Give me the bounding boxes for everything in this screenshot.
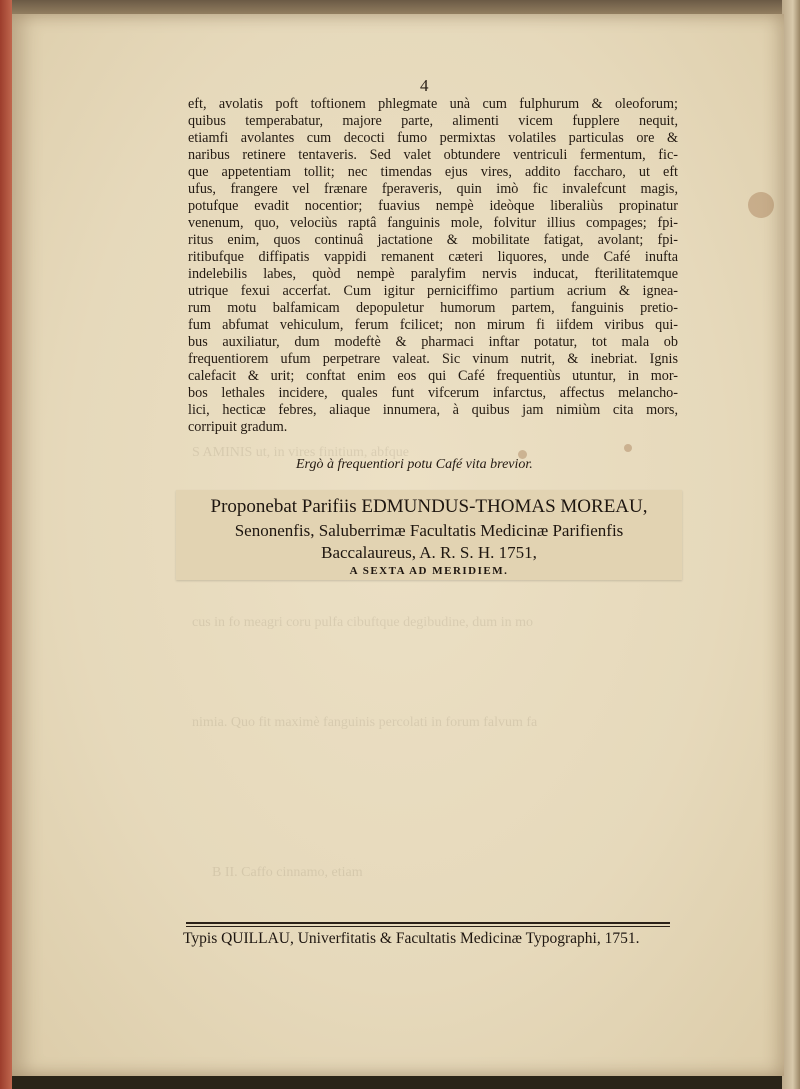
body-line: etiamfi avolantes cum decocti fumo permixtas volatiles particulas ore &	[188, 130, 678, 146]
body-line: ritus enim, quos continuâ jactatione & mobilitate fatigat, avolant; fpi-	[188, 232, 678, 248]
slip-origin-line: Senonenfis, Saluberrimæ Facultatis Medicinæ Parifienfis	[234, 521, 624, 540]
body-line: fum abfumat vehiculum, ferum fcilicet; non mirum fi iifdem viribus qui-	[188, 317, 678, 333]
show-through-text: S AMINIS ut, in vires finitium, abfque	[192, 445, 409, 460]
body-line: calefacit & urit; conftat enim eos qui Café frequentiùs utuntur, in mor-	[188, 368, 678, 384]
pasted-label-slip	[176, 490, 682, 580]
body-line: eft, avolatis poft toftionem phlegmate unà cum fulphurum & oleoforum;	[188, 96, 678, 112]
body-line: corripuit gradum.	[188, 419, 288, 435]
paper-stain	[624, 444, 632, 452]
show-through-text: cus in fo meagri coru pulfa cibuftque degibudine, dum in mo	[192, 615, 533, 630]
body-line: potufque evadit nocentior; fuavius nempè ideòque liberaliùs propinatur	[188, 198, 678, 214]
printer-rule-thin	[186, 926, 670, 927]
book-cover-left	[0, 0, 12, 1089]
body-line: indelebilis labes, quòd nempè paralyfim nervis inducat, fterilitatemque	[188, 266, 678, 282]
slip-time-line: A SEXTA AD MERIDIEM.	[349, 565, 509, 577]
printer-rule	[186, 922, 670, 924]
page-number: 4	[420, 76, 429, 95]
show-through-text: nimia. Quo fit maximè fanguinis percolati in forum falvum fa	[192, 715, 538, 730]
body-line: ritibufque diffipatis vappidi remanent cæteri liquores, unde Café inufta	[188, 249, 678, 265]
slip-degree-line: Baccalaureus, A. R. S. H. 1751,	[321, 543, 537, 562]
slip-proponent-line: Proponebat Parifiis EDMUNDUS-THOMAS MOREAU,	[210, 496, 648, 517]
body-line: bos lethales incidere, quales funt vifcerum infarctus, affectus melancho-	[188, 385, 678, 401]
body-line: lici, hecticæ febres, aliaque innumera, à quibus jam nimiùm cita mors,	[188, 402, 678, 418]
book-page-edges	[782, 0, 800, 1089]
body-line: naribus retinere tentaveris. Sed valet obtundere ventriculi fermentum, fic-	[188, 147, 678, 163]
printer-imprint: Typis QUILLAU, Univerfitatis & Facultatis Medicinæ Typographi, 1751.	[183, 930, 640, 947]
paper-stain	[748, 192, 774, 218]
body-line: utrique fexui accerfat. Cum igitur perniciffimo partium acrium & ignea-	[188, 283, 678, 299]
body-line: rum motu balfamicam depopuletur humorum partem, fanguinis pretio-	[188, 300, 678, 316]
body-line: quibus temperabatur, majore parte, alimenti vicem fupplere nequit,	[188, 113, 678, 129]
body-line: frequentiorem ufum perpetrare valeat. Sic vinum nutrit, & inebriat. Ignis	[188, 351, 678, 367]
body-line: que appetentiam tollit; nec timendas ejus vires, addito faccharo, ut eft	[188, 164, 678, 180]
body-line: bus auxiliatur, dum modeftè & pharmaci inftar potatur, tot mala ob	[188, 334, 678, 350]
conclusion-line: Ergò à frequentiori potu Café vita brevior.	[296, 457, 533, 472]
body-line: ufus, frangere vel frænare fperaveris, quin imò fic invalefcunt magis,	[188, 181, 678, 197]
body-line: venenum, quo, velociùs raptâ fanguinis mole, folvitur illius compages; fpi-	[188, 215, 678, 231]
show-through-text: B II. Caffo cinnamo, etiam	[212, 865, 363, 880]
body-paragraph	[188, 96, 678, 436]
